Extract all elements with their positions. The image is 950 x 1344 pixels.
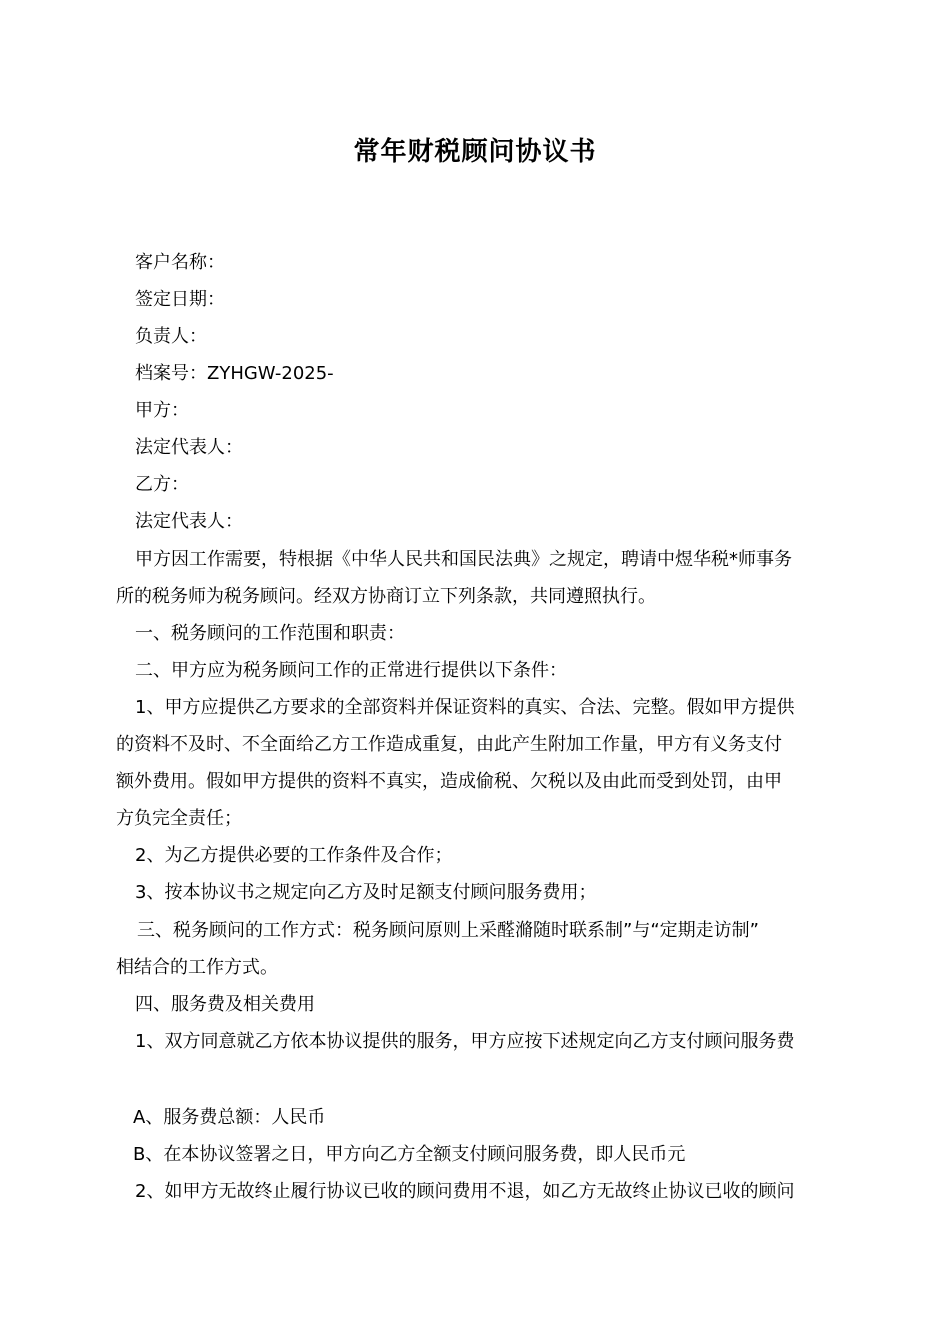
field-client-name: 客户名称： — [135, 252, 225, 273]
field-party-a: 甲方： — [135, 400, 189, 421]
section-3-line-2: 相结合的工作方式。 — [116, 957, 278, 978]
clause-2-1-line-3: 额外费用。假如甲方提供的资料不真实，造成偷税、欠税以及由此而受到处罚，由甲 — [116, 771, 782, 792]
clause-2-3: 3、按本协议书之规定向乙方及时足额支付顾问服务费用； — [135, 882, 597, 903]
section-1-heading: 一、税务顾问的工作范围和职责： — [135, 623, 405, 644]
document-title: 常年财税顾问协议书 — [353, 137, 597, 167]
section-3-line-1: 三、税务顾问的工作方式：税务顾问原则上采醛滫随时联系制”与“定期走访制” — [137, 920, 759, 941]
clause-2-2: 2、为乙方提供必要的工作条件及合作； — [135, 845, 453, 866]
clause-4-1: 1、双方同意就乙方依本协议提供的服务，甲方应按下述规定向乙方支付顾问服务费 — [135, 1031, 795, 1052]
clause-4-b: B、在本协议签署之日，甲方向乙方全额支付顾问服务费，即人民币元 — [133, 1144, 686, 1165]
paragraph-intro-line-2: 所的税务师为税务顾问。经双方协商订立下列条款，共同遵照执行。 — [116, 586, 656, 607]
field-party-b-representative: 法定代表人： — [135, 511, 243, 532]
clause-4-2: 2、如甲方无故终止履行协议已收的顾问费用不退，如乙方无故终止协议已收的顾问 — [135, 1181, 795, 1202]
clause-2-1-line-4: 方负完全责任； — [116, 808, 242, 829]
field-party-b: 乙方： — [135, 474, 189, 495]
field-person-in-charge: 负责人： — [135, 326, 207, 347]
clause-2-1-line-2: 的资料不及时、不全面给乙方工作造成重复，由此产生附加工作量，甲方有义务支付 — [116, 734, 782, 755]
clause-2-1-line-1: 1、甲方应提供乙方要求的全部资料并保证资料的真实、合法、完整。假如甲方提供 — [135, 697, 795, 718]
field-file-number: 档案号：ZYHGW-2025- — [135, 363, 334, 384]
field-sign-date: 签定日期： — [135, 289, 225, 310]
clause-4-a: A、服务费总额：人民币 — [133, 1107, 326, 1128]
section-4-heading: 四、服务费及相关费用 — [135, 994, 315, 1015]
section-2-heading: 二、甲方应为税务顾问工作的正常进行提供以下条件： — [135, 660, 567, 681]
paragraph-intro-line-1: 甲方因工作需要，特根据《中华人民共和国民法典》之规定，聘请中煜华税*师事务 — [135, 549, 792, 570]
field-party-a-representative: 法定代表人： — [135, 437, 243, 458]
